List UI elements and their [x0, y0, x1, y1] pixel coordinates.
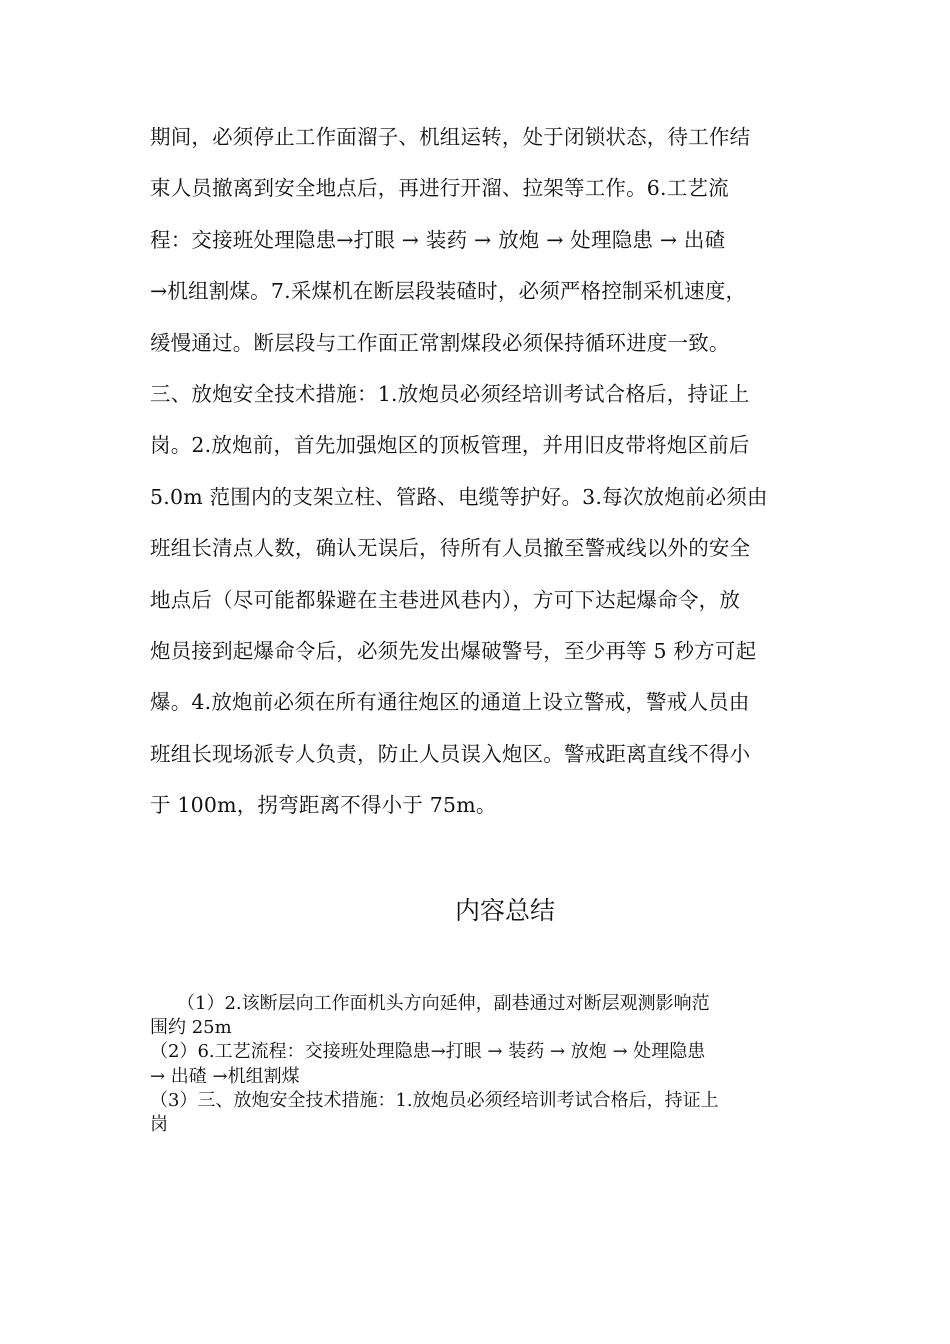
- body-line: 地点后（尽可能都躲避在主巷进风巷内），方可下达起爆命令，放: [150, 587, 741, 612]
- body-line: 缓慢通过。断层段与工作面正常割煤段必须保持循环进度一致。: [150, 330, 730, 355]
- body-line: 期间，必须停止工作面溜子、机组运转，处于闭锁状态，待工作结: [150, 125, 751, 149]
- body-line: 班组长清点人数，确认无误后，待所有人员撤至警戒线以外的安全: [150, 536, 751, 561]
- body-line: 程：交接班处理隐患→打眼 → 装药 → 放炮 → 处理隐患 → 出碴: [150, 227, 726, 252]
- body-line: 岗。2.放炮前，首先加强炮区的顶板管理，并用旧皮带将炮区前后: [150, 433, 750, 458]
- summary-line: 围约 25m: [150, 1017, 232, 1039]
- summary-line: （2）6.工艺流程：交接班处理隐患→打眼 → 装药 → 放炮 → 处理隐患: [150, 1041, 706, 1063]
- summary-line: 岗: [150, 1113, 168, 1135]
- body-line: 三、放炮安全技术措施：1.放炮员必须经培训考试合格后，持证上: [150, 381, 750, 406]
- body-line: 爆。4.放炮前必须在所有通往炮区的通道上设立警戒，警戒人员由: [150, 690, 750, 715]
- summary-line: → 出碴 →机组割煤: [150, 1065, 300, 1087]
- summary-line: （1）2.该断层向工作面机头方向延伸，副巷通过对断层观测影响范: [150, 993, 710, 1014]
- body-line: 于 100m，拐弯距离不得小于 75m。: [150, 793, 497, 818]
- body-line: 束人员撤离到安全地点后，再进行开溜、拉架等工作。6.工艺流: [150, 176, 729, 201]
- body-paragraph: [150, 114, 800, 833]
- body-line: →机组割煤。7.采煤机在断层段装碴时，必须严格控制采机速度，: [150, 279, 747, 304]
- body-line: 班组长现场派专人负责，防止人员误入炮区。警戒距离直线不得小: [150, 741, 751, 766]
- body-line: 炮员接到起爆命令后，必须先发出爆破警号，至少再等 5 秒方可起: [150, 638, 757, 663]
- summary-line: （3）三、放炮安全技术措施：1.放炮员必须经培训考试合格后，持证上: [150, 1089, 719, 1111]
- body-line: 5.0m 范围内的支架立柱、管路、电缆等护好。3.每次放炮前必须由: [150, 484, 768, 509]
- summary-heading: 内容总结: [454, 896, 555, 925]
- summary-section: [150, 992, 800, 1137]
